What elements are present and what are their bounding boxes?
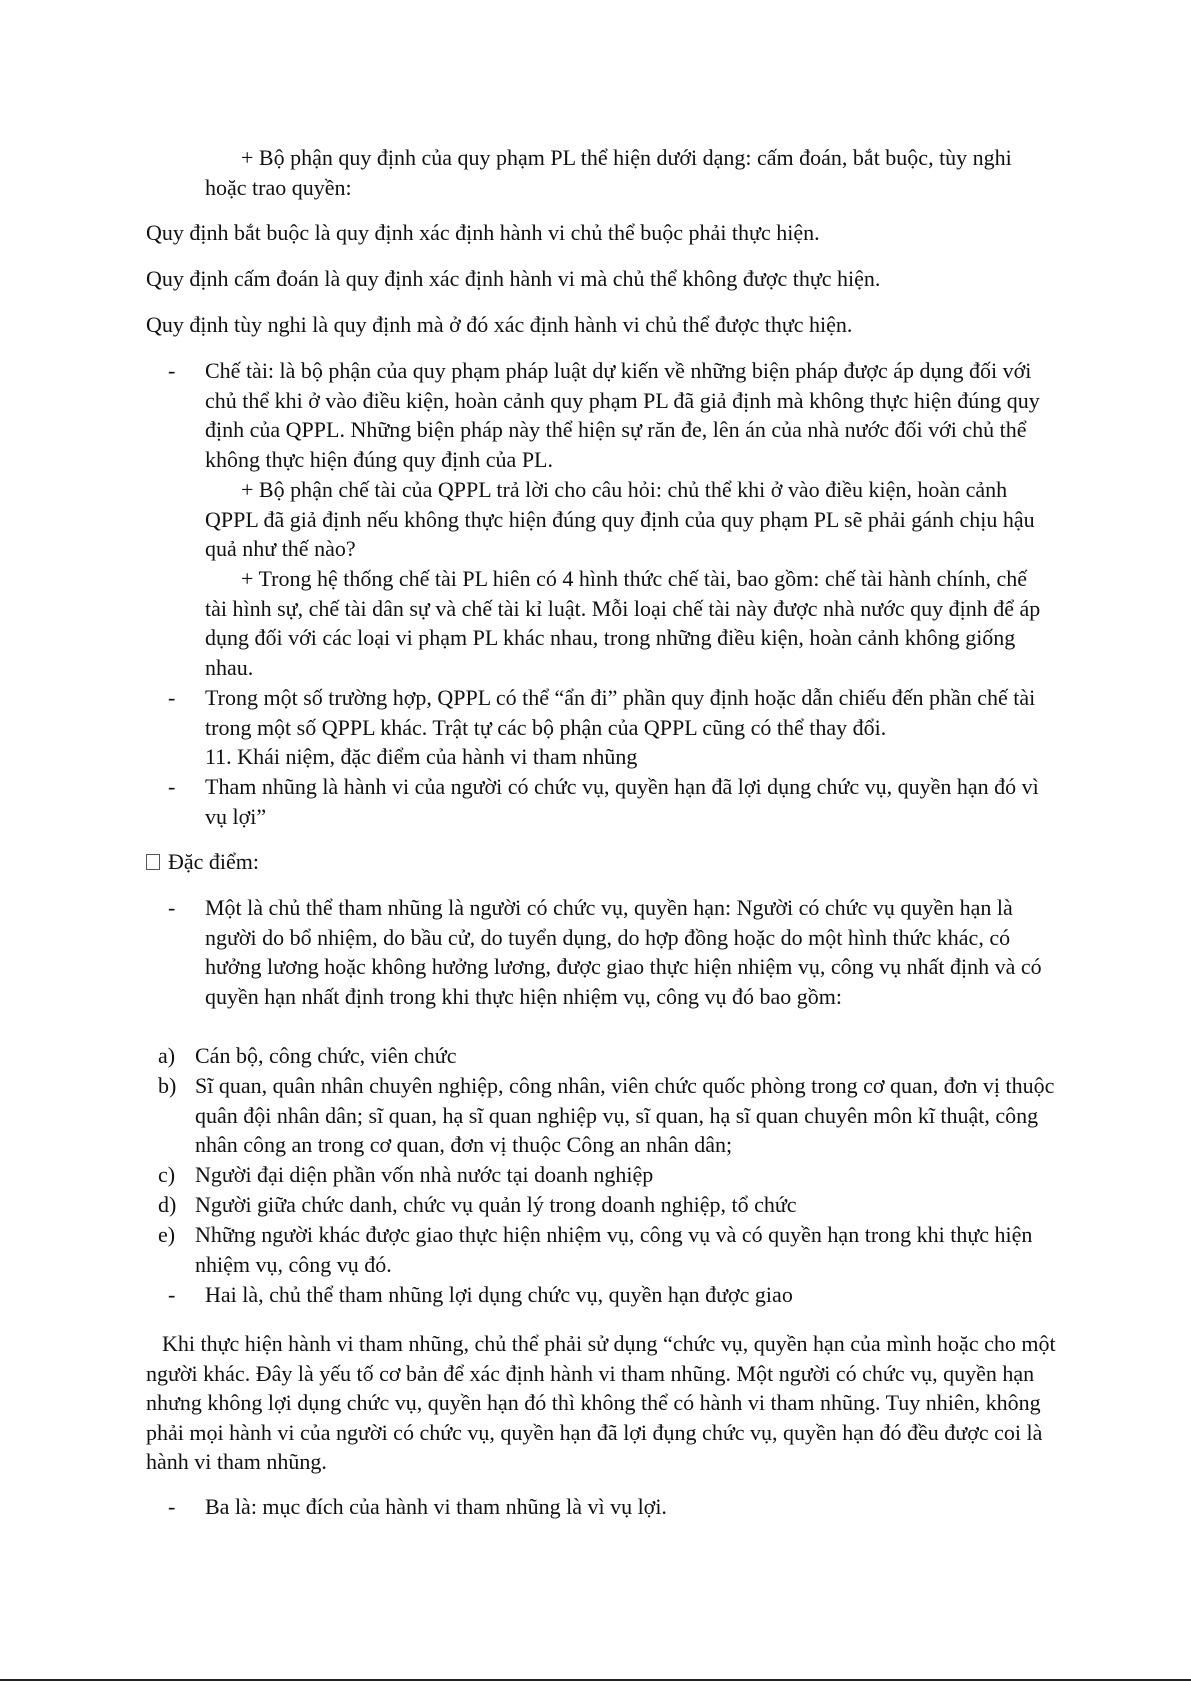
paragraph-optional-rule: Quy định tùy nghi là quy định mà ở đó xác định hành vi chủ thể được thực hiện. [146,312,853,337]
list-item-corruption-definition: Tham nhũng là hành vi của người có chức vụ, quyền hạn đã lợi dụng chức vụ, quyền hạn đó vì vụ lợi” [205,774,1039,829]
features-heading [146,847,1076,877]
paragraph-abuse-of-power: Khi thực hiện hành vi tham nhũng, chủ thể phải sử dụng “chức vụ, quyền hạn của mình hoặc cho một người khác. Đây là yếu tố cơ bản để xác định hành vi tham nhũng. Một người có chức vụ, quyền hạn nhưng không lợi dụng chức vụ, quyền hạn đó thì không thể có hành vi tham nhũng. Tuy nhiên, không phải mọi hành vi của người có chức vụ, quyền hạn đã lợi đụng chức vụ, quyền hạn đó đều được coi là hành vi tham nhũng. [146,1331,1056,1474]
list-dash-marker: - [168,1282,176,1307]
list-dash-marker: - [168,1494,176,1519]
list-item-feature-three: Ba là: mục đích của hành vi tham nhũng là vì vụ lợi. [205,1494,667,1519]
alpha-marker: e) [158,1222,176,1247]
paragraph-prohibitive-rule: Quy định cấm đoán là quy định xác định hành vi mà chủ thể không được thực hiện. [146,266,881,291]
list-item-feature-one: Một là chủ thể tham nhũng là người có chức vụ, quyền hạn: Người có chức vụ quyền hạn là người do bổ nhiệm, do bầu cử, do tuyển dụng, do hợp đồng hoặc do một hình thức khác, có hưởng lương hoặc không hưởng lương, được giao thực hiện nhiệm vụ, công vụ nhất định và có quyền hạn nhất định trong khi thực hiện nhiệm vụ, công vụ đó bao gồm: [205,895,1042,1009]
alpha-item: Những người khác được giao thực hiện nhiệm vụ, công vụ và có quyền hạn trong khi thực hiện nhiệm vụ, công vụ đó. [195,1222,1033,1277]
alpha-item: Người giữa chức danh, chức vụ quản lý trong doanh nghiệp, tổ chức [195,1192,797,1217]
alpha-item: Sĩ quan, quân nhân chuyên nghiệp, công nhân, viên chức quốc phòng trong cơ quan, đơn vị thuộc quân đội nhân dân; sĩ quan, hạ sĩ quan nghiệp vụ, sĩ quan, hạ sĩ quan chuyên môn kĩ thuật, công nhân công an trong cơ quan, đơn vị thuộc Công an nhân dân; [195,1073,1055,1157]
paragraph-sanction-types: + Trong hệ thống chế tài PL hiên có 4 hình thức chế tài, bao gồm: chế tài hành chính, chế tài hình sự, chế tài dân sự và chế tài kỉ luật. Mỗi loại chế tài này được nhà nước quy định để áp dụng đối với các loại vi phạm PL khác nhau, trong những điều kiện, hoàn cảnh không giống nhau. [205,566,1041,680]
list-item-feature-two: Hai là, chủ thể tham nhũng lợi dụng chức vụ, quyền hạn được giao [205,1282,793,1307]
paragraph-sanction-question: + Bộ phận chế tài của QPPL trả lời cho câu hỏi: chủ thể khi ở vào điều kiện, hoàn cảnh QPPL đã giả định nếu không thực hiện đúng quy định của quy phạm PL sẽ phải gánh chịu hậu quả như thế nào? [205,477,1035,561]
list-item-sanction: Chế tài: là bộ phận của quy phạm pháp luật dự kiến về những biện pháp được áp dụng đối với chủ thể khi ở vào điều kiện, hoàn cảnh quy phạm PL đã giả định mà không thực hiện đúng quy định của QPPL. Những biện pháp này thể hiện sự răn đe, lên án của nhà nước đối với chủ thể không thực hiện đúng quy định của PL. [205,358,1040,472]
list-dash-marker: - [168,685,176,710]
alpha-marker: b) [158,1073,177,1098]
alpha-marker: c) [158,1162,176,1187]
box-bullet-icon [146,854,160,870]
features-label: Đặc điểm: [168,849,260,874]
paragraph-mandatory-rule: Quy định bắt buộc là quy định xác định hành vi chủ thể buộc phải thực hiện. [146,220,820,245]
list-dash-marker: - [168,895,176,920]
list-item-hidden-rule: Trong một số trường hợp, QPPL có thể “ẩn đi” phần quy định hoặc dẫn chiếu đến phần chế tài trong một số QPPL khác. Trật tự các bộ phận của QPPL cũng có thể thay đổi. [205,685,1036,740]
page-bottom-divider [0,1679,1191,1681]
list-dash-marker: - [168,774,176,799]
section-heading-11: 11. Khái niệm, đặc điểm của hành vi tham nhũng [205,744,638,769]
alpha-marker: a) [158,1043,176,1068]
paragraph-rule-forms: + Bộ phận quy định của quy phạm PL thể hiện dưới dạng: cấm đoán, bắt buộc, tùy nghi hoặc trao quyền: [205,145,1012,200]
list-dash-marker: - [168,358,176,383]
alpha-item: Người đại diện phần vốn nhà nước tại doanh nghiệp [195,1162,654,1187]
alpha-marker: d) [158,1192,177,1217]
alpha-item: Cán bộ, công chức, viên chức [195,1043,457,1068]
